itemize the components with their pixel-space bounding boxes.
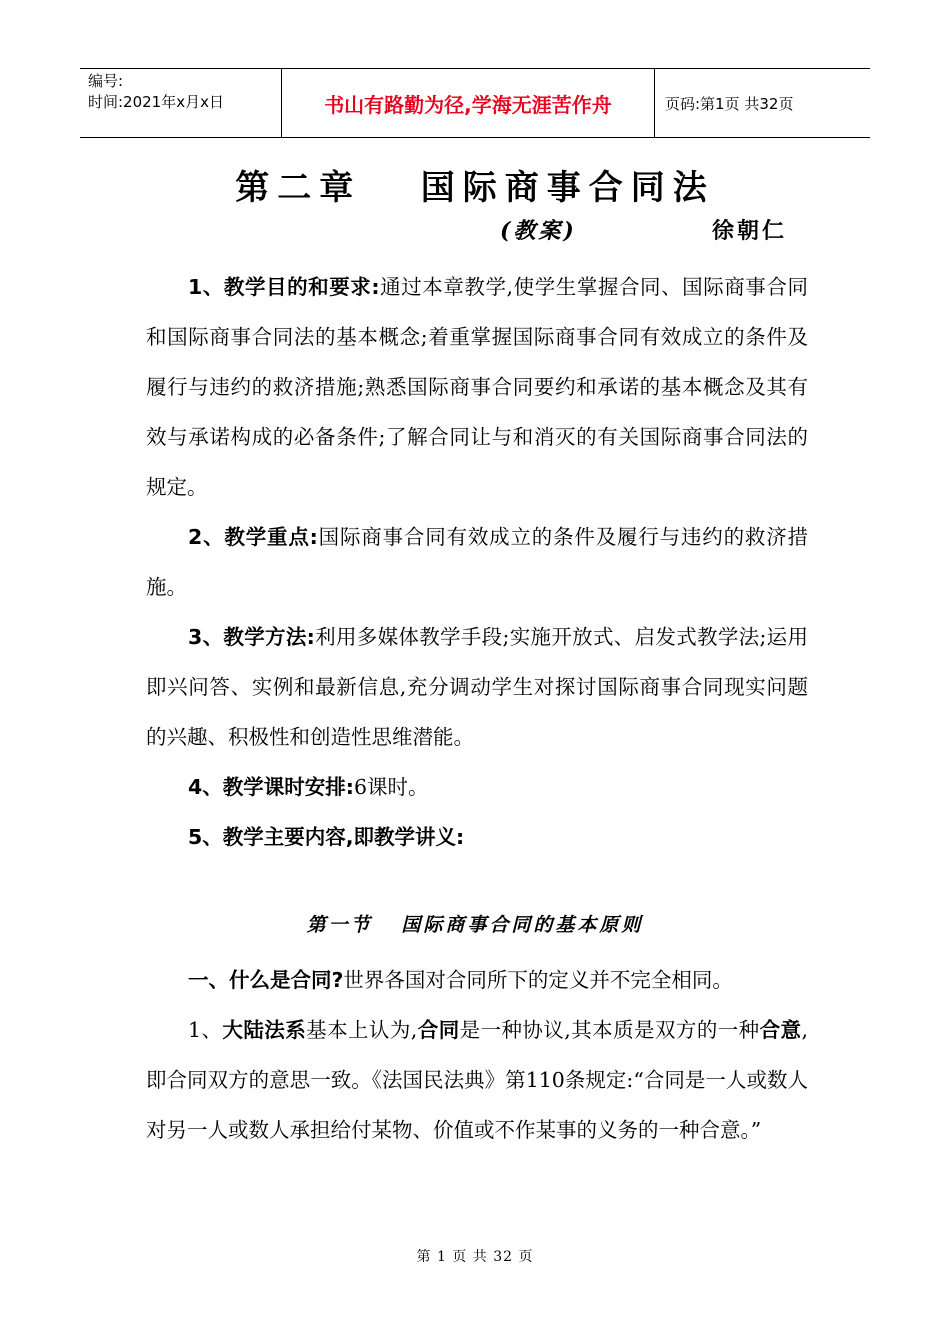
paragraph-label: 1、教学目的和要求: bbox=[188, 275, 380, 299]
question-text: 世界各国对合同所下的定义并不完全相同。 bbox=[343, 968, 733, 992]
paragraph-objectives bbox=[146, 262, 808, 512]
text-run: 1、 bbox=[188, 1018, 223, 1042]
paragraph-label: 2、教学重点: bbox=[188, 525, 318, 549]
paragraph-label: 5、教学主要内容,即教学讲义: bbox=[188, 825, 465, 849]
paragraph-text: 利用多媒体教学手段;实施开放式、启发式教学法;运用即兴问答、实例和最新信息,充分调动学生对探讨国际商事合同现实问题的兴趣、积极性和创造性思维潜能。 bbox=[146, 625, 808, 749]
paragraph-key-points bbox=[146, 512, 808, 612]
paragraph-content bbox=[146, 812, 808, 862]
chapter-title: 第二章 国际商事合同法 bbox=[235, 168, 715, 208]
paragraph-text: 通过本章教学,使学生掌握合同、国际商事合同和国际商事合同法的基本概念;着重掌握国际商事合同有效成立的条件及履行与违约的救济措施;熟悉国际商事合同要约和承诺的基本概念及其有效与承诺构成的必备条件;了解合同让与和消灭的有关国际商事合同法的规定。 bbox=[146, 275, 809, 499]
text-run: ,即合同双方的意思一致。《法国民法典》第110条规定:“合同是一人或数人对另一人或数人承担给付某物、价值或不作某事的义务的一种合意。” bbox=[146, 1018, 809, 1142]
page-footer: 第 1 页 共 32 页 bbox=[416, 1249, 534, 1265]
header-left-cell bbox=[80, 69, 282, 137]
text-run: 是一种协议,其本质是双方的一种 bbox=[459, 1018, 760, 1042]
teaching-plan-body bbox=[146, 262, 808, 862]
header-page-info: 页码:第1页 共32页 bbox=[665, 94, 794, 113]
question-label: 一、什么是合同? bbox=[188, 968, 344, 992]
author-name: 徐朝仁 bbox=[712, 218, 788, 244]
paragraph-label: 4、教学课时安排: bbox=[188, 775, 354, 799]
paragraph-hours bbox=[146, 762, 808, 812]
header-motto: 书山有路勤为径,学海无涯苦作舟 bbox=[282, 69, 655, 137]
paragraph-what-is-contract bbox=[146, 955, 808, 1005]
paragraph-text: 6课时。 bbox=[353, 775, 429, 799]
text-run: 基本上认为, bbox=[306, 1018, 418, 1042]
paragraph-civil-law bbox=[146, 1005, 808, 1155]
section-body bbox=[146, 955, 808, 1155]
number-label: 编号: bbox=[88, 72, 124, 90]
paragraph-label: 3、教学方法: bbox=[188, 625, 315, 649]
bold-term: 合同 bbox=[417, 1018, 460, 1042]
paragraph-text: 国际商事合同有效成立的条件及履行与违约的救济措施。 bbox=[146, 525, 809, 599]
bold-term: 合意 bbox=[759, 1018, 802, 1042]
section-title: 第一节 国际商事合同的基本原则 bbox=[306, 914, 644, 936]
paragraph-methods bbox=[146, 612, 808, 762]
time-label: 时间:2021年x月x日 bbox=[88, 93, 224, 111]
subtitle: (教案) bbox=[500, 218, 577, 244]
document-header-table bbox=[80, 68, 870, 138]
bold-term: 大陆法系 bbox=[222, 1018, 307, 1042]
